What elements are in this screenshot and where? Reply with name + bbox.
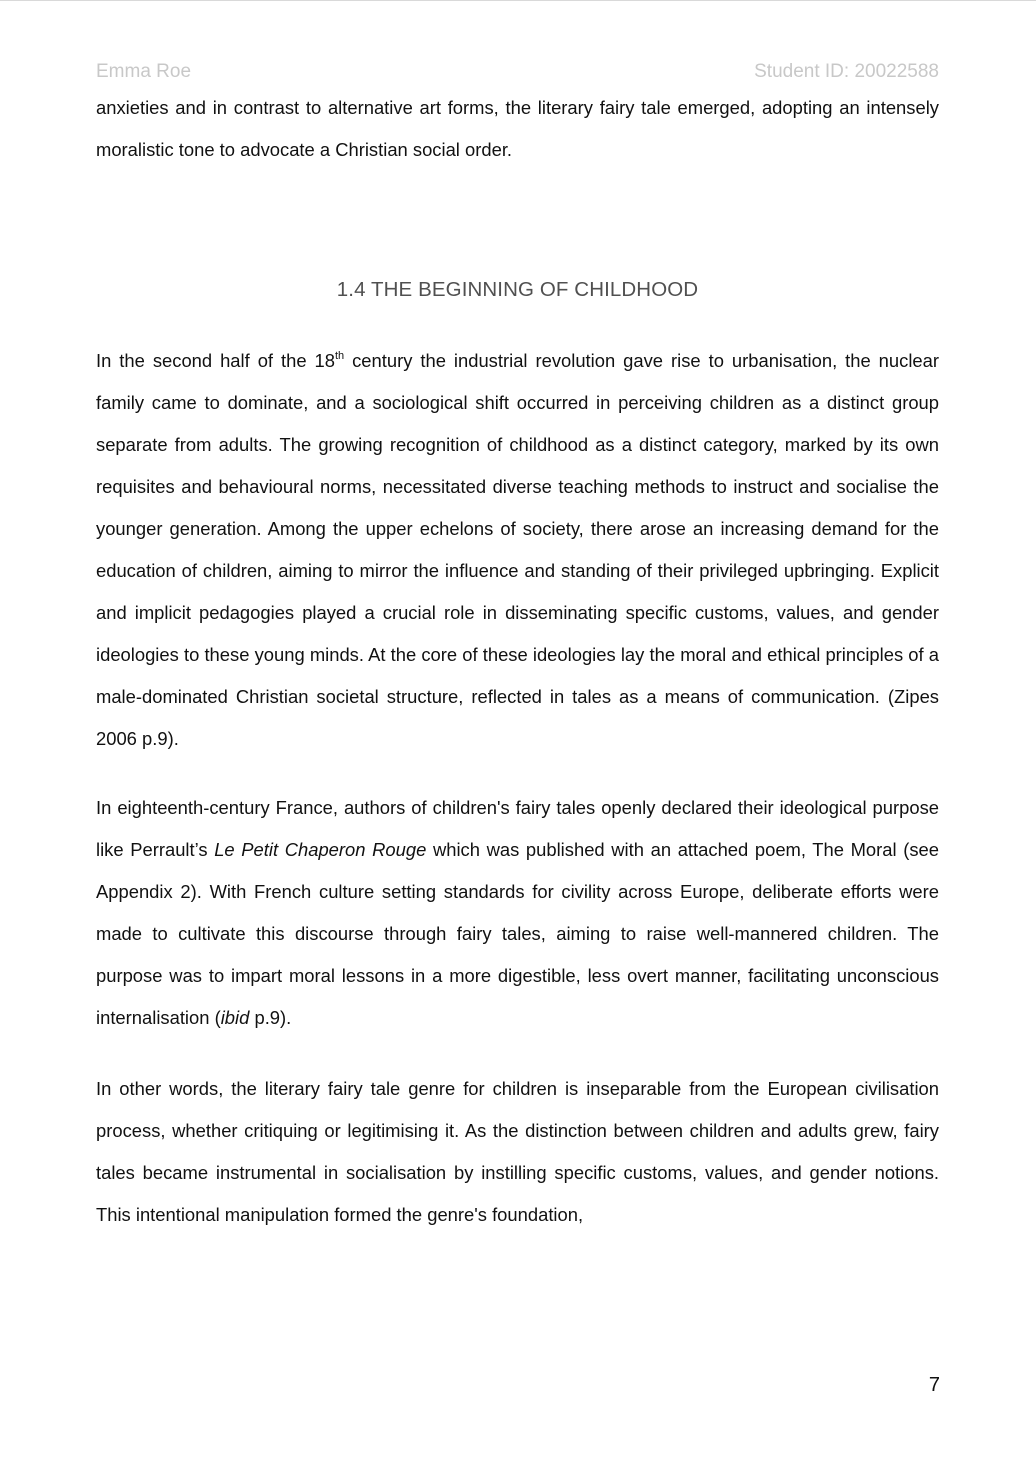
book-title: Le Petit Chaperon Rouge <box>214 839 427 860</box>
header-student-id: Student ID: 20022588 <box>754 61 939 82</box>
page-top-edge <box>0 0 1036 1</box>
paragraph-text: which was published with an attached poem, The Moral (see Appendix 2). With French culture setting standards for civility across Europe, deliberate efforts were made to cultivate this discourse through fairy tales, aiming to raise well-mannered children. The purpose was to impart moral lessons in a more digestible, less overt manner, facilitating unconscious internalisation ( <box>96 839 939 1028</box>
header-author: Emma Roe <box>96 61 192 82</box>
paragraph-text: century the industrial revolution gave rise to urbanisation, the nuclear family came to dominate, and a sociological shift occurred in perceiving children as a distinct group separate from adults. The growing recognition of childhood as a distinct category, marked by its own requisites and behavioural norms, necessitated diverse teaching methods to instruct and socialise the younger generation. Among the upper echelons of society, there arose an increasing demand for the education of children, aiming to mirror the influence and standing of their privileged upbringing. Explicit and implicit pedagogies played a crucial role in disseminating specific customs, values, and gender ideologies to these young minds. At the core of these ideologies lay the moral and ethical principles of a male-dominated Christian societal structure, reflected in tales as a means of communication. (Zipes 2006 p.9). <box>96 350 939 749</box>
paragraph-text: In the second half of the 18 <box>96 350 335 371</box>
page-header <box>96 61 939 87</box>
ordinal-suffix: th <box>334 349 345 362</box>
paragraph-text: p.9). <box>249 1007 292 1028</box>
section-heading: 1.4 THE BEGINNING OF CHILDHOOD <box>336 278 699 301</box>
paragraph-in-other-words: In other words, the literary fairy tale genre for children is inseparable from the European civilisation process, whether critiquing or legitimising it. As the distinction between children and adults grew, fairy tales became instrumental in socialisation by instilling specific customs, values, and gender notions. This intentional manipulation formed the genre's foundation, <box>96 1078 939 1225</box>
paragraph-continued: anxieties and in contrast to alternative art forms, the literary fairy tale emerged, adopting an intensely moralistic tone to advocate a Christian social order. <box>96 97 939 160</box>
ibid-citation: ibid <box>220 1007 250 1028</box>
page-number: 7 <box>928 1374 940 1396</box>
paragraph-industrial-revolution <box>96 340 939 760</box>
paragraph-text: In eighteenth-century France, authors of children's fairy tales openly declared their ideological purpose like Perrault’s <box>96 797 939 860</box>
paragraph-eighteenth-century-france <box>96 787 939 1039</box>
